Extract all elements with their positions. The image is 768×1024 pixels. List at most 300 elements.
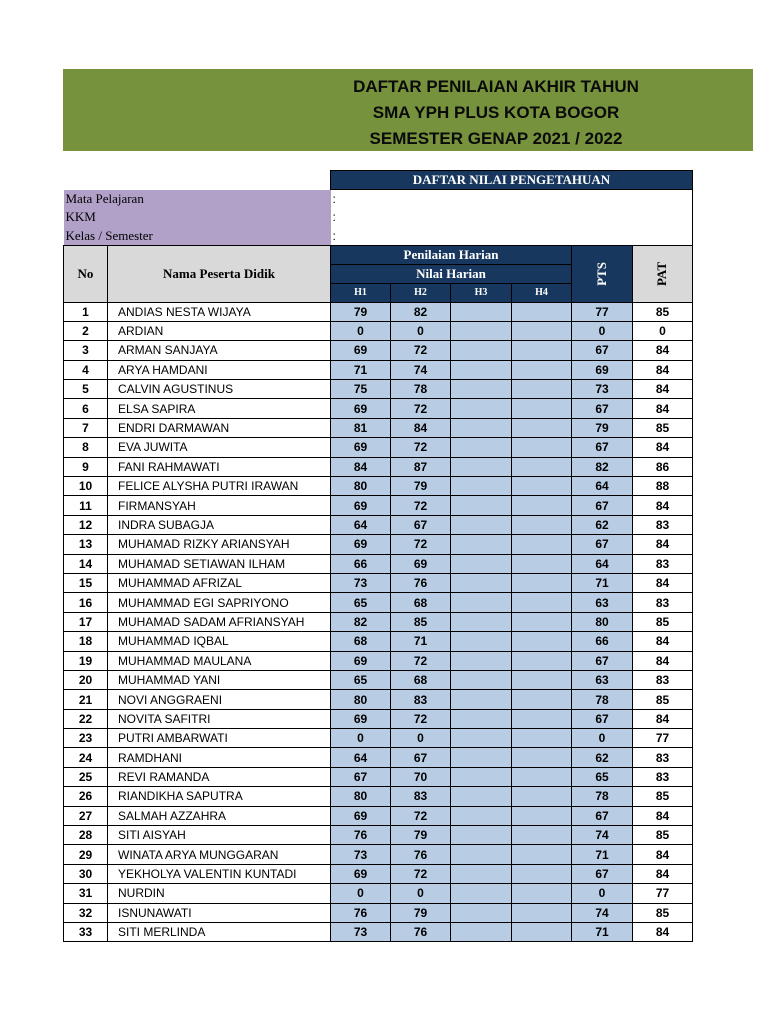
table-row (64, 729, 693, 748)
row-number[interactable]: 1 (64, 302, 108, 321)
row-number[interactable]: 14 (64, 554, 108, 573)
score-h3[interactable] (451, 651, 512, 670)
score-pts[interactable]: 67 (572, 438, 633, 457)
score-h1[interactable]: 69 (331, 399, 391, 418)
row-number[interactable]: 33 (64, 923, 108, 942)
col-header-h1: H1 (331, 283, 391, 302)
score-pat[interactable]: 85 (633, 302, 693, 321)
student-name[interactable]: REVI RAMANDA (108, 767, 331, 786)
score-pat[interactable]: 83 (633, 515, 693, 534)
score-pts[interactable]: 0 (572, 729, 633, 748)
score-h4[interactable] (512, 845, 572, 864)
row-number[interactable]: 20 (64, 670, 108, 689)
score-pat[interactable]: 83 (633, 593, 693, 612)
score-pts[interactable]: 64 (572, 554, 633, 573)
score-pts[interactable]: 62 (572, 748, 633, 767)
score-h3[interactable] (451, 923, 512, 942)
score-pat[interactable]: 84 (633, 438, 693, 457)
title-banner (63, 69, 753, 151)
score-h2[interactable]: 69 (391, 554, 451, 573)
score-pts[interactable]: 74 (572, 903, 633, 922)
student-name[interactable]: CALVIN AGUSTINUS (108, 380, 331, 399)
student-name[interactable]: NOVI ANGGRAENI (108, 690, 331, 709)
score-h3[interactable] (451, 729, 512, 748)
student-name[interactable]: ARDIAN (108, 321, 331, 340)
row-number[interactable]: 13 (64, 535, 108, 554)
score-pat[interactable]: 77 (633, 729, 693, 748)
col-header-nilai-harian: Nilai Harian (331, 264, 572, 283)
table-row (64, 748, 693, 767)
row-number[interactable]: 8 (64, 438, 108, 457)
score-h2[interactable]: 72 (391, 438, 451, 457)
student-name[interactable]: FANI RAHMAWATI (108, 457, 331, 476)
score-pts[interactable]: 67 (572, 864, 633, 883)
row-number[interactable]: 22 (64, 709, 108, 728)
score-h4[interactable] (512, 632, 572, 651)
score-pat[interactable]: 84 (633, 535, 693, 554)
score-h2[interactable]: 72 (391, 709, 451, 728)
score-h3[interactable] (451, 593, 512, 612)
score-h2[interactable]: 76 (391, 923, 451, 942)
score-pts[interactable]: 71 (572, 923, 633, 942)
score-h1[interactable]: 76 (331, 826, 391, 845)
score-pat[interactable]: 88 (633, 477, 693, 496)
score-pat[interactable]: 84 (633, 341, 693, 360)
table-row (64, 418, 693, 437)
score-h2[interactable]: 72 (391, 535, 451, 554)
score-h1[interactable]: 66 (331, 554, 391, 573)
table-row (64, 709, 693, 728)
score-pts[interactable]: 77 (572, 302, 633, 321)
score-h3[interactable] (451, 535, 512, 554)
score-h3[interactable] (451, 321, 512, 340)
kkm-value[interactable]: : (331, 208, 693, 227)
score-h2[interactable]: 76 (391, 573, 451, 592)
score-pts[interactable]: 66 (572, 632, 633, 651)
kelas-semester-value[interactable]: : (331, 227, 693, 246)
score-pat[interactable]: 0 (633, 321, 693, 340)
score-h3[interactable] (451, 806, 512, 825)
score-pts[interactable]: 79 (572, 418, 633, 437)
score-pts[interactable]: 67 (572, 341, 633, 360)
student-name[interactable]: PUTRI AMBARWATI (108, 729, 331, 748)
table-row (64, 826, 693, 845)
student-name[interactable]: ELSA SAPIRA (108, 399, 331, 418)
score-h2[interactable]: 79 (391, 477, 451, 496)
score-pat[interactable]: 83 (633, 670, 693, 689)
score-h1[interactable]: 84 (331, 457, 391, 476)
score-h4[interactable] (512, 535, 572, 554)
score-h1[interactable]: 76 (331, 903, 391, 922)
score-pts[interactable]: 67 (572, 806, 633, 825)
score-h4[interactable] (512, 670, 572, 689)
score-h1[interactable]: 64 (331, 515, 391, 534)
score-h4[interactable] (512, 360, 572, 379)
score-h1[interactable]: 80 (331, 690, 391, 709)
score-h1[interactable]: 67 (331, 767, 391, 786)
score-h3[interactable] (451, 457, 512, 476)
score-h1[interactable]: 0 (331, 321, 391, 340)
score-h4[interactable] (512, 864, 572, 883)
student-name[interactable]: MUHAMAD SADAM AFRIANSYAH (108, 612, 331, 631)
score-h3[interactable] (451, 864, 512, 883)
score-h2[interactable]: 83 (391, 787, 451, 806)
score-h3[interactable] (451, 496, 512, 515)
score-h2[interactable]: 72 (391, 496, 451, 515)
score-h2[interactable]: 67 (391, 515, 451, 534)
score-h4[interactable] (512, 729, 572, 748)
score-h3[interactable] (451, 399, 512, 418)
score-pat[interactable]: 85 (633, 826, 693, 845)
student-name[interactable]: MUHAMMAD MAULANA (108, 651, 331, 670)
score-h3[interactable] (451, 573, 512, 592)
row-number[interactable]: 32 (64, 903, 108, 922)
score-pat[interactable]: 84 (633, 806, 693, 825)
score-h3[interactable] (451, 632, 512, 651)
row-number[interactable]: 18 (64, 632, 108, 651)
score-pat[interactable]: 84 (633, 496, 693, 515)
score-pat[interactable]: 84 (633, 632, 693, 651)
col-header-h2: H2 (391, 283, 451, 302)
score-pts[interactable]: 69 (572, 360, 633, 379)
score-h2[interactable]: 87 (391, 457, 451, 476)
score-pts[interactable]: 0 (572, 321, 633, 340)
score-h3[interactable] (451, 612, 512, 631)
score-h3[interactable] (451, 380, 512, 399)
score-h1[interactable]: 69 (331, 438, 391, 457)
mata-pelajaran-label: Mata Pelajaran (64, 190, 331, 209)
student-name[interactable]: ENDRI DARMAWAN (108, 418, 331, 437)
score-pat[interactable]: 85 (633, 787, 693, 806)
score-pat[interactable]: 84 (633, 380, 693, 399)
row-number[interactable]: 26 (64, 787, 108, 806)
score-h1[interactable]: 65 (331, 593, 391, 612)
score-pts[interactable]: 67 (572, 709, 633, 728)
score-h1[interactable]: 73 (331, 573, 391, 592)
score-h4[interactable] (512, 748, 572, 767)
student-name[interactable]: RIANDIKHA SAPUTRA (108, 787, 331, 806)
student-name[interactable]: INDRA SUBAGJA (108, 515, 331, 534)
score-pts[interactable]: 62 (572, 515, 633, 534)
student-name[interactable]: MUHAMMAD YANI (108, 670, 331, 689)
score-pat[interactable]: 85 (633, 612, 693, 631)
row-number[interactable]: 7 (64, 418, 108, 437)
score-h1[interactable]: 69 (331, 806, 391, 825)
student-name[interactable]: MUHAMMAD IQBAL (108, 632, 331, 651)
table-row (64, 767, 693, 786)
score-pat[interactable]: 77 (633, 884, 693, 903)
score-pts[interactable]: 78 (572, 690, 633, 709)
student-name[interactable]: ARMAN SANJAYA (108, 341, 331, 360)
score-pat[interactable]: 83 (633, 554, 693, 573)
student-name[interactable]: NOVITA SAFITRI (108, 709, 331, 728)
table-row (64, 632, 693, 651)
score-h4[interactable] (512, 302, 572, 321)
row-number[interactable]: 23 (64, 729, 108, 748)
score-h2[interactable]: 68 (391, 670, 451, 689)
score-pat[interactable]: 85 (633, 903, 693, 922)
row-number[interactable]: 24 (64, 748, 108, 767)
score-h3[interactable] (451, 515, 512, 534)
score-h2[interactable]: 72 (391, 399, 451, 418)
score-h1[interactable]: 69 (331, 496, 391, 515)
score-h4[interactable] (512, 884, 572, 903)
table-row (64, 864, 693, 883)
score-h3[interactable] (451, 341, 512, 360)
score-h1[interactable]: 69 (331, 535, 391, 554)
score-pat[interactable]: 84 (633, 923, 693, 942)
score-h3[interactable] (451, 903, 512, 922)
score-h3[interactable] (451, 302, 512, 321)
score-h4[interactable] (512, 826, 572, 845)
score-pts[interactable]: 74 (572, 826, 633, 845)
score-h4[interactable] (512, 380, 572, 399)
row-number[interactable]: 31 (64, 884, 108, 903)
table-row (64, 845, 693, 864)
score-h3[interactable] (451, 438, 512, 457)
row-number[interactable]: 17 (64, 612, 108, 631)
score-h1[interactable]: 82 (331, 612, 391, 631)
score-pts[interactable]: 64 (572, 477, 633, 496)
score-h4[interactable] (512, 457, 572, 476)
student-name[interactable]: MUHAMMAD EGI SAPRIYONO (108, 593, 331, 612)
score-h1[interactable]: 71 (331, 360, 391, 379)
row-number[interactable]: 11 (64, 496, 108, 515)
score-pat[interactable]: 86 (633, 457, 693, 476)
row-number[interactable]: 4 (64, 360, 108, 379)
score-h3[interactable] (451, 360, 512, 379)
score-h3[interactable] (451, 690, 512, 709)
score-h2[interactable]: 82 (391, 302, 451, 321)
score-pts[interactable]: 63 (572, 593, 633, 612)
table-row (64, 302, 693, 321)
row-number[interactable]: 25 (64, 767, 108, 786)
score-h1[interactable]: 80 (331, 477, 391, 496)
score-h2[interactable]: 0 (391, 729, 451, 748)
score-pts[interactable]: 65 (572, 767, 633, 786)
score-h2[interactable]: 84 (391, 418, 451, 437)
score-h3[interactable] (451, 845, 512, 864)
score-h4[interactable] (512, 341, 572, 360)
row-number[interactable]: 27 (64, 806, 108, 825)
table-row (64, 806, 693, 825)
score-h4[interactable] (512, 573, 572, 592)
table-row (64, 496, 693, 515)
score-h2[interactable]: 79 (391, 826, 451, 845)
score-h1[interactable]: 79 (331, 302, 391, 321)
score-pts[interactable]: 73 (572, 380, 633, 399)
table-row (64, 670, 693, 689)
score-h4[interactable] (512, 515, 572, 534)
score-pts[interactable]: 0 (572, 884, 633, 903)
score-pat[interactable]: 83 (633, 748, 693, 767)
score-pat[interactable]: 84 (633, 573, 693, 592)
score-h1[interactable]: 0 (331, 729, 391, 748)
score-h4[interactable] (512, 767, 572, 786)
title-line-2: SMA YPH PLUS KOTA BOGOR (372, 103, 620, 122)
score-h2[interactable]: 85 (391, 612, 451, 631)
row-number[interactable]: 21 (64, 690, 108, 709)
score-h2[interactable]: 0 (391, 321, 451, 340)
student-name[interactable]: FELICE ALYSHA PUTRI IRAWAN (108, 477, 331, 496)
score-pts[interactable]: 78 (572, 787, 633, 806)
student-name[interactable]: MUHAMAD SETIAWAN ILHAM (108, 554, 331, 573)
score-h1[interactable]: 73 (331, 923, 391, 942)
row-number[interactable]: 6 (64, 399, 108, 418)
table-row (64, 612, 693, 631)
row-number[interactable]: 29 (64, 845, 108, 864)
score-h4[interactable] (512, 496, 572, 515)
score-pts[interactable]: 67 (572, 399, 633, 418)
student-name[interactable]: YEKHOLYA VALENTIN KUNTADI (108, 864, 331, 883)
score-h2[interactable]: 67 (391, 748, 451, 767)
score-h4[interactable] (512, 418, 572, 437)
score-h4[interactable] (512, 787, 572, 806)
student-name[interactable]: SITI MERLINDA (108, 923, 331, 942)
score-h3[interactable] (451, 787, 512, 806)
student-name[interactable]: ISNUNAWATI (108, 903, 331, 922)
score-h2[interactable]: 0 (391, 884, 451, 903)
student-name[interactable]: EVA JUWITA (108, 438, 331, 457)
score-h4[interactable] (512, 690, 572, 709)
score-h3[interactable] (451, 748, 512, 767)
score-h3[interactable] (451, 554, 512, 573)
score-h3[interactable] (451, 884, 512, 903)
score-pts[interactable]: 67 (572, 496, 633, 515)
score-h4[interactable] (512, 477, 572, 496)
table-row (64, 341, 693, 360)
score-h4[interactable] (512, 399, 572, 418)
score-h4[interactable] (512, 612, 572, 631)
score-pat[interactable]: 84 (633, 709, 693, 728)
score-h4[interactable] (512, 709, 572, 728)
score-h2[interactable]: 68 (391, 593, 451, 612)
student-name[interactable]: MUHAMMAD AFRIZAL (108, 573, 331, 592)
score-h2[interactable]: 70 (391, 767, 451, 786)
score-h4[interactable] (512, 438, 572, 457)
student-name[interactable]: SALMAH AZZAHRA (108, 806, 331, 825)
student-name[interactable]: ANDIAS NESTA WIJAYA (108, 302, 331, 321)
student-name[interactable]: WINATA ARYA MUNGGARAN (108, 845, 331, 864)
score-h4[interactable] (512, 923, 572, 942)
row-number[interactable]: 30 (64, 864, 108, 883)
student-name[interactable]: NURDIN (108, 884, 331, 903)
score-pts[interactable]: 67 (572, 535, 633, 554)
table-row (64, 535, 693, 554)
student-name[interactable]: RAMDHANI (108, 748, 331, 767)
score-pts[interactable]: 82 (572, 457, 633, 476)
score-pat[interactable]: 84 (633, 845, 693, 864)
score-h1[interactable]: 69 (331, 864, 391, 883)
score-pat[interactable]: 85 (633, 418, 693, 437)
score-pat[interactable]: 84 (633, 360, 693, 379)
score-pts[interactable]: 63 (572, 670, 633, 689)
row-number[interactable]: 9 (64, 457, 108, 476)
pat-label: PAT (654, 261, 670, 286)
table-row (64, 884, 693, 903)
student-name[interactable]: FIRMANSYAH (108, 496, 331, 515)
table-row (64, 651, 693, 670)
score-h1[interactable]: 69 (331, 341, 391, 360)
score-h3[interactable] (451, 826, 512, 845)
col-header-nama: Nama Peserta Didik (108, 245, 331, 302)
row-number[interactable]: 28 (64, 826, 108, 845)
table-row (64, 554, 693, 573)
score-h2[interactable]: 72 (391, 651, 451, 670)
student-name[interactable]: SITI AISYAH (108, 826, 331, 845)
score-pat[interactable]: 84 (633, 651, 693, 670)
score-h4[interactable] (512, 903, 572, 922)
score-pat[interactable]: 84 (633, 864, 693, 883)
score-h1[interactable]: 0 (331, 884, 391, 903)
row-number[interactable]: 16 (64, 593, 108, 612)
score-h2[interactable]: 72 (391, 806, 451, 825)
score-h2[interactable]: 74 (391, 360, 451, 379)
score-h3[interactable] (451, 767, 512, 786)
score-h4[interactable] (512, 321, 572, 340)
score-h2[interactable]: 72 (391, 341, 451, 360)
score-h3[interactable] (451, 709, 512, 728)
score-h2[interactable]: 71 (391, 632, 451, 651)
row-number[interactable]: 15 (64, 573, 108, 592)
score-pts[interactable]: 71 (572, 573, 633, 592)
mata-pelajaran-value[interactable]: : (331, 190, 693, 209)
score-h1[interactable]: 69 (331, 651, 391, 670)
score-h2[interactable]: 72 (391, 864, 451, 883)
score-pts[interactable]: 67 (572, 651, 633, 670)
table-row (64, 923, 693, 942)
score-h4[interactable] (512, 806, 572, 825)
table-row (64, 457, 693, 476)
score-h1[interactable]: 81 (331, 418, 391, 437)
row-number[interactable]: 12 (64, 515, 108, 534)
table-row (64, 380, 693, 399)
score-h1[interactable]: 69 (331, 709, 391, 728)
student-name[interactable]: MUHAMAD RIZKY ARIANSYAH (108, 535, 331, 554)
score-h1[interactable]: 68 (331, 632, 391, 651)
score-h2[interactable]: 83 (391, 690, 451, 709)
row-number[interactable]: 10 (64, 477, 108, 496)
score-h4[interactable] (512, 554, 572, 573)
score-pat[interactable]: 83 (633, 767, 693, 786)
row-number[interactable]: 5 (64, 380, 108, 399)
score-h1[interactable]: 80 (331, 787, 391, 806)
score-h3[interactable] (451, 418, 512, 437)
student-name[interactable]: ARYA HAMDANI (108, 360, 331, 379)
row-number[interactable]: 2 (64, 321, 108, 340)
score-pts[interactable]: 71 (572, 845, 633, 864)
score-h3[interactable] (451, 670, 512, 689)
score-h4[interactable] (512, 651, 572, 670)
grade-table (63, 170, 693, 942)
score-h3[interactable] (451, 477, 512, 496)
row-number[interactable]: 19 (64, 651, 108, 670)
table-row (64, 321, 693, 340)
score-h1[interactable]: 64 (331, 748, 391, 767)
score-h2[interactable]: 76 (391, 845, 451, 864)
score-pat[interactable]: 84 (633, 399, 693, 418)
score-pts[interactable]: 80 (572, 612, 633, 631)
score-h2[interactable]: 78 (391, 380, 451, 399)
score-h1[interactable]: 75 (331, 380, 391, 399)
score-h1[interactable]: 65 (331, 670, 391, 689)
score-h1[interactable]: 73 (331, 845, 391, 864)
score-h4[interactable] (512, 593, 572, 612)
table-row (64, 399, 693, 418)
row-number[interactable]: 3 (64, 341, 108, 360)
score-pat[interactable]: 85 (633, 690, 693, 709)
score-h2[interactable]: 79 (391, 903, 451, 922)
